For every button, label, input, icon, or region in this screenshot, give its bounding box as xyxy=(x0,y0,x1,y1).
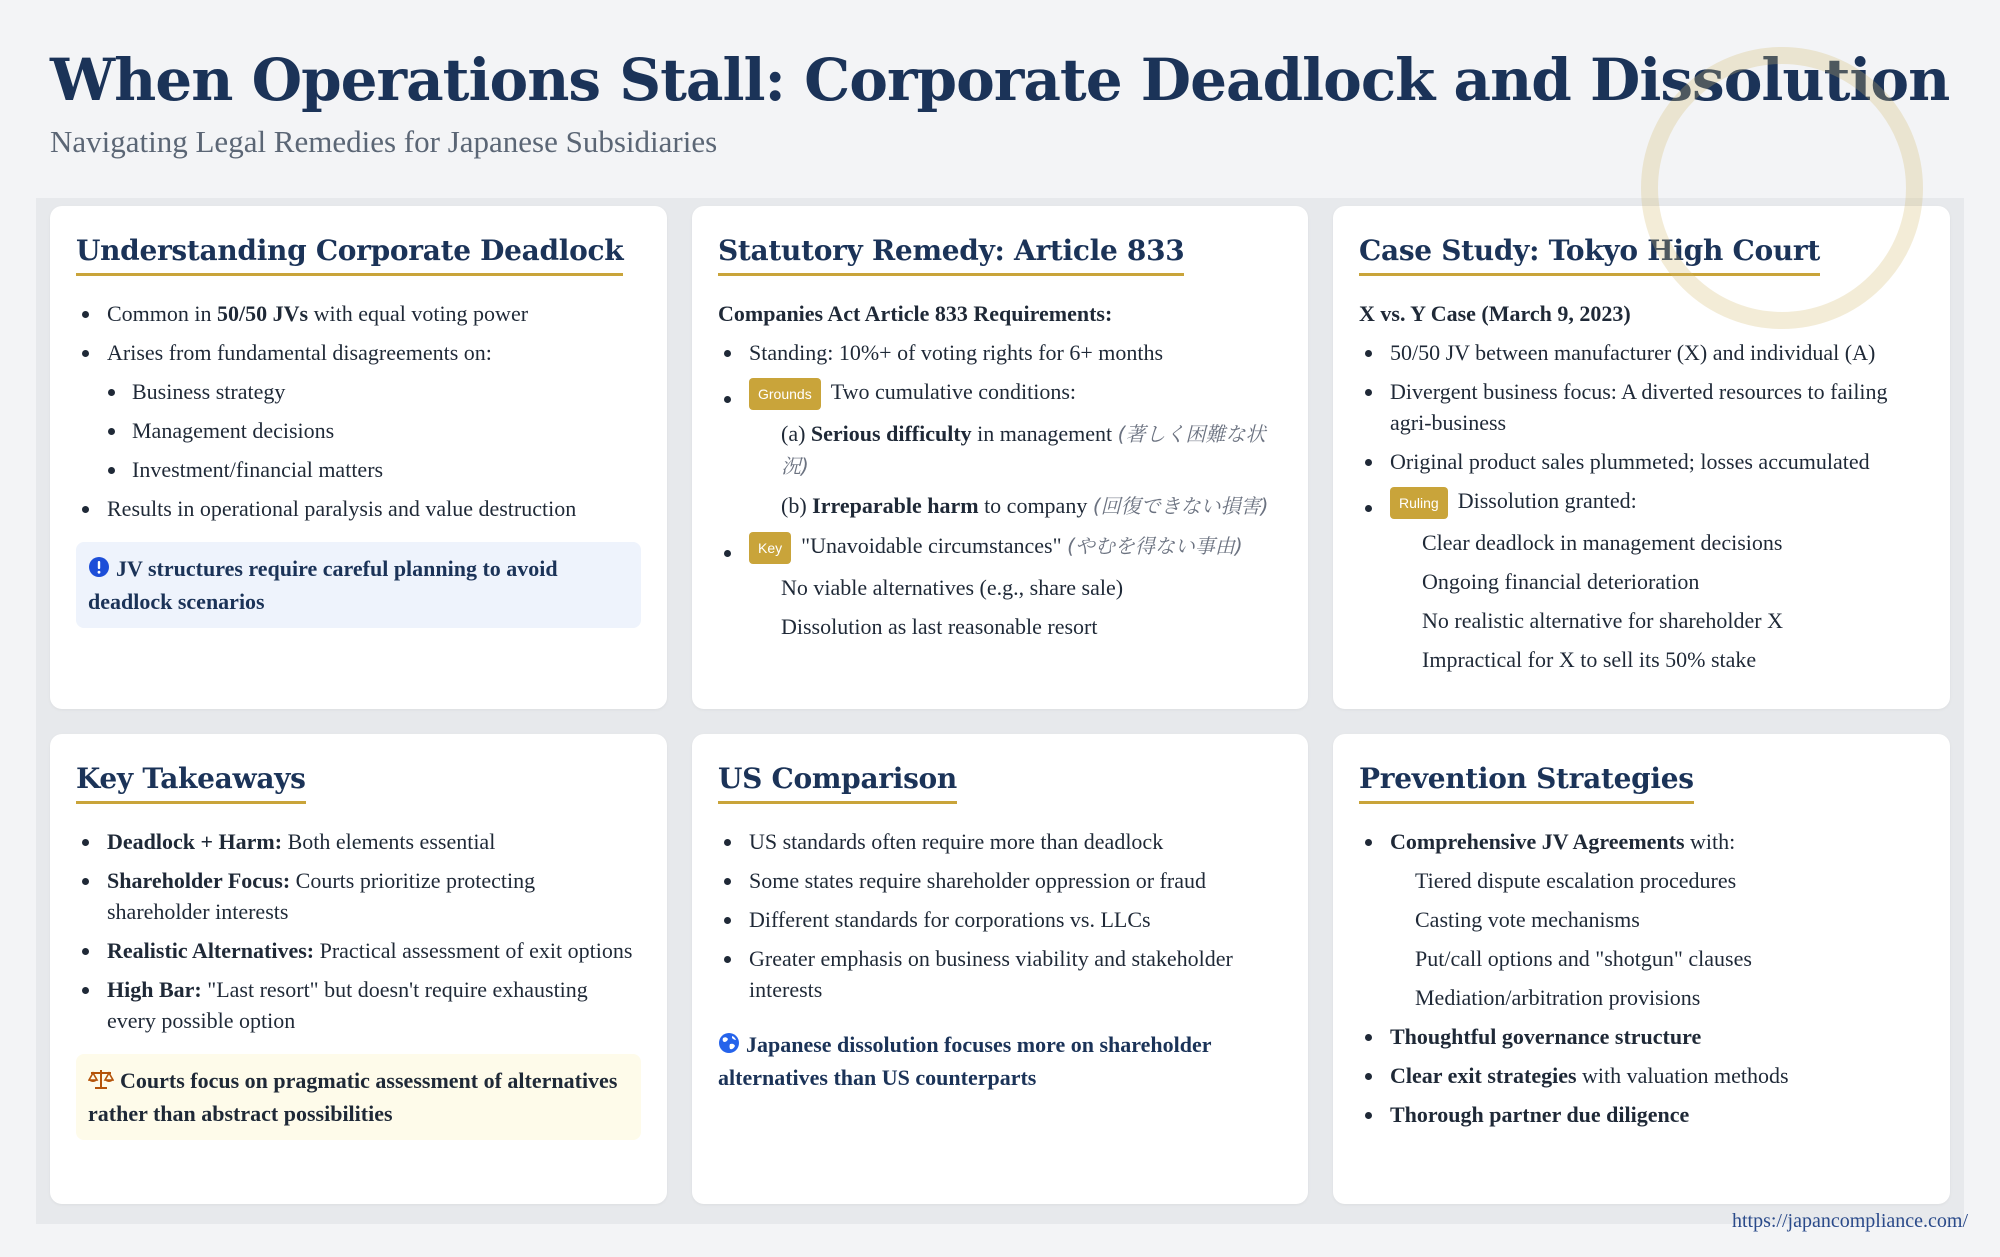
list-item: Standing: 10%+ of voting rights for 6+ months xyxy=(718,337,1282,368)
section-heading: Companies Act Article 833 Requirements: xyxy=(718,301,1113,326)
list-item: Greater emphasis on business viability and stakeholder interests xyxy=(718,943,1282,1005)
card-title: US Comparison xyxy=(718,762,957,804)
comparison-note: Japanese dissolution focuses more on shareholder alternatives than US counterparts xyxy=(718,1032,1212,1090)
sub-list-item: Investment/financial matters xyxy=(76,454,641,485)
card-title: Key Takeaways xyxy=(76,762,306,804)
ruling-badge: Ruling xyxy=(1390,487,1448,519)
sub-list-item: Business strategy xyxy=(76,376,641,407)
key-item: No viable alternatives (e.g., share sale) xyxy=(781,574,1124,600)
list-item: Deadlock + Harm: Both elements essential xyxy=(76,826,641,857)
sub-list-item: Tiered dispute escalation procedures xyxy=(1415,868,1737,893)
balance-scale-icon xyxy=(88,1067,114,1098)
list-item: Common in 50/50 JVs with equal voting power xyxy=(76,298,641,329)
footer-link[interactable]: https://japancompliance.com/ xyxy=(1731,1210,1968,1232)
list-item: Key "Unavoidable circumstances" (やむを得ない事由) xyxy=(718,530,1282,564)
list-item: Different standards for corporations vs. LLCs xyxy=(718,904,1282,935)
list-item: Original product sales plummeted; losses accumulated xyxy=(1359,446,1924,477)
page-title: When Operations Stall: Corporate Deadlock and Dissolution xyxy=(50,46,1950,114)
condition-item: (b) Irreparable harm to company (回復できない損害) xyxy=(781,492,1269,518)
list-item: Shareholder Focus: Courts prioritize protecting shareholder interests xyxy=(76,865,641,927)
card-title: Statutory Remedy: Article 833 xyxy=(718,234,1184,276)
ruling-item: Impractical for X to sell its 50% stake xyxy=(1422,646,1757,672)
list-item: Clear exit strategies with valuation methods xyxy=(1359,1060,1924,1091)
list-item: 50/50 JV between manufacturer (X) and individual (A) xyxy=(1359,337,1924,368)
section-heading: X vs. Y Case (March 9, 2023) xyxy=(1359,301,1631,326)
list-item: Results in operational paralysis and value destruction xyxy=(76,493,641,524)
card-title: Understanding Corporate Deadlock xyxy=(76,234,623,276)
ruling-item: Ongoing financial deterioration xyxy=(1422,568,1700,594)
condition-item: (a) Serious difficulty in management (著しく困難な状況) xyxy=(781,420,1266,478)
sub-list-item: Management decisions xyxy=(76,415,641,446)
card-title: Prevention Strategies xyxy=(1359,762,1694,804)
card-key-takeaways xyxy=(50,734,667,1204)
list-item: Thorough partner due diligence xyxy=(1359,1099,1924,1130)
card-statutory-remedy xyxy=(692,206,1308,709)
key-badge: Key xyxy=(749,532,791,564)
info-circle-icon xyxy=(88,555,110,586)
key-item: Dissolution as last reasonable resort xyxy=(781,613,1098,639)
page-subtitle: Navigating Legal Remedies for Japanese Subsidiaries xyxy=(50,124,718,159)
globe-icon xyxy=(718,1031,740,1062)
list-item: High Bar: "Last resort" but doesn't require exhausting every possible option xyxy=(76,974,641,1036)
list-item: Some states require shareholder oppression or fraud xyxy=(718,865,1282,896)
sub-list-item: Mediation/arbitration provisions xyxy=(1415,985,1701,1010)
list-item: Arises from fundamental disagreements on: xyxy=(76,337,641,368)
list-item: US standards often require more than deadlock xyxy=(718,826,1282,857)
card-understanding-deadlock xyxy=(50,206,667,709)
sub-list-item: Put/call options and "shotgun" clauses xyxy=(1415,946,1752,971)
card-case-study xyxy=(1333,206,1950,709)
list-item: Realistic Alternatives: Practical assessment of exit options xyxy=(76,935,641,966)
list-item: Ruling Dissolution granted: xyxy=(1359,485,1924,519)
card-prevention-strategies xyxy=(1333,734,1950,1204)
card-us-comparison xyxy=(692,734,1308,1204)
ruling-item: No realistic alternative for shareholder X xyxy=(1422,607,1784,633)
sub-list-item: Casting vote mechanisms xyxy=(1415,907,1640,932)
list-item: Divergent business focus: A diverted resources to failing agri-business xyxy=(1359,376,1924,438)
ruling-item: Clear deadlock in management decisions xyxy=(1422,529,1783,555)
info-note: JV structures require careful planning to avoid deadlock scenarios xyxy=(76,542,641,628)
card-title: Case Study: Tokyo High Court xyxy=(1359,234,1820,276)
list-item: Grounds Two cumulative conditions: xyxy=(718,376,1282,410)
highlight-note: Courts focus on pragmatic assessment of alternatives rather than abstract possibilities xyxy=(76,1054,641,1140)
list-item: Thoughtful governance structure xyxy=(1359,1021,1924,1052)
list-item: Comprehensive JV Agreements with: xyxy=(1359,826,1924,857)
grounds-badge: Grounds xyxy=(749,378,821,410)
